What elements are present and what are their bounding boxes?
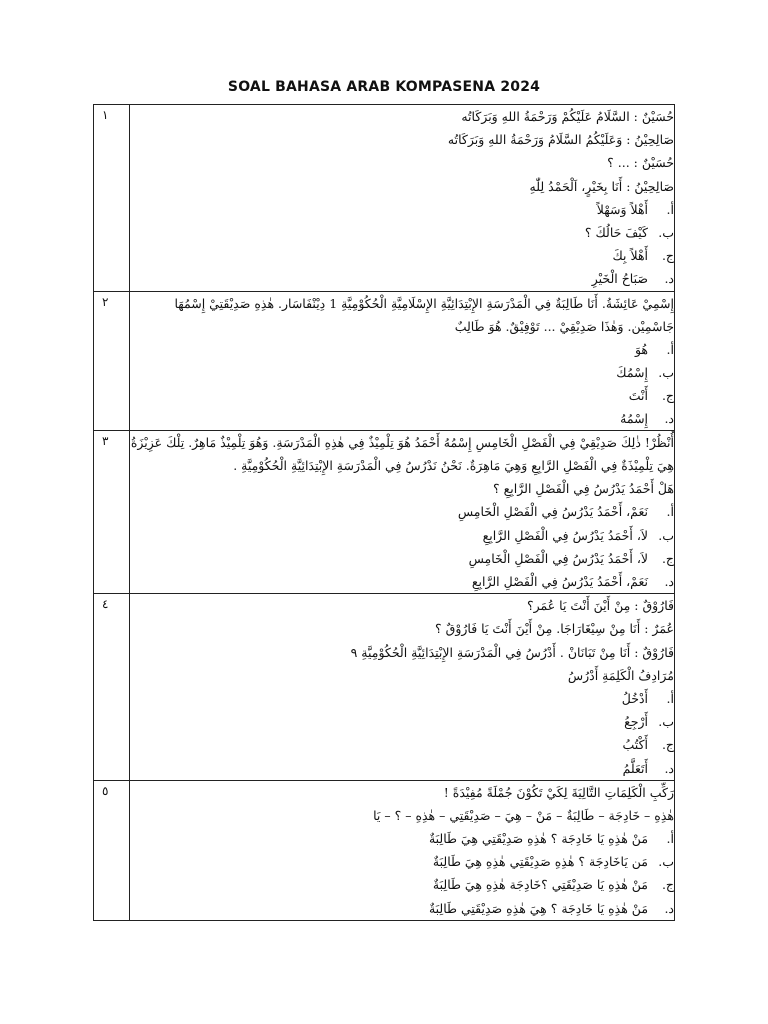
option-text: أَكْتُبُ — [622, 737, 649, 753]
option-text: مَنْ هٰذِهِ يَا صَدِيْقَتِي ؟خَادِجَة هٰذِهِ هِيَ طَالِبَةٌ — [432, 877, 649, 893]
answer-option — [130, 873, 674, 896]
question-row — [94, 594, 675, 781]
option-text: هُوَ — [634, 341, 649, 357]
option-letter: ج. — [661, 387, 674, 403]
question-text-line: رَكِّبِ الْكَلِمَاتِ التَّالِيَةَ لِكَيْ تَكُوْنَ جُمْلَةً مُفِيْدَةً ! — [443, 784, 674, 800]
question-text-line: هٰذِهِ – خَادِجَة – طَالِبَةٌ – مَنْ – هِيَ – صَدِيْقَتِي – هٰذِهِ – ؟ – يَا — [373, 807, 674, 823]
option-text: لاَ، أَحْمَدُ يَدْرُسُ فِي الْفَصْلِ الرَّابِعِ — [482, 527, 649, 543]
answer-option — [130, 687, 674, 710]
answer-option — [130, 500, 674, 523]
question-text-line: هَلْ أَحْمَدُ يَدْرُسُ فِي الْفَصْلِ الرَّابِعِ ؟ — [493, 481, 674, 497]
question-row — [94, 291, 675, 431]
question-text-line: صَالِحِيْنُ : أَنَا بِخَيْرٍ، اَلْحَمْدُ لِلّٰهِ — [529, 178, 674, 194]
question-number: ٢ — [102, 294, 109, 309]
question-number-cell — [94, 105, 130, 292]
answer-option — [130, 198, 674, 221]
document-title: SOAL BAHASA ARAB KOMPASENA 2024 — [227, 79, 541, 95]
answer-option — [130, 757, 674, 780]
answer-option — [130, 384, 674, 407]
option-text: مَن يَاخَادِجَة ؟ هٰذِهِ صَدِيْقَتِي هٰذِهِ هِيَ طَالِبَةٌ — [432, 854, 649, 870]
answer-option — [130, 244, 674, 267]
question-text-line: صَالِحِيْنُ : وَعَلَيْكُمُ السَّلَامُ وَرَحْمَةُ اللهِ وَبَرَكَاتُه — [447, 132, 674, 148]
option-letter: ج. — [661, 550, 674, 566]
option-letter: أ. — [666, 341, 674, 357]
option-text: نَعَمْ، أَحْمَدُ يَدْرُسُ فِي الْفَصْلِ الْخَامِسِ — [457, 504, 649, 520]
answer-option — [130, 267, 674, 290]
question-row — [94, 105, 675, 292]
option-text: أَهْلاً وَسَهْلاً — [596, 201, 649, 217]
option-letter: ج. — [661, 737, 674, 753]
question-number: ٥ — [102, 783, 109, 798]
option-letter: ج. — [661, 877, 674, 893]
option-text: أَهْلاً بِكَ — [612, 248, 649, 264]
question-text-line: حُسَيْنٌ : ... ؟ — [607, 155, 674, 171]
question-content — [130, 780, 675, 920]
option-text: أَتَعَلَّمُ — [622, 760, 649, 776]
question-number-cell — [94, 780, 130, 920]
question-number: ٤ — [102, 597, 109, 612]
option-letter: د. — [664, 760, 674, 776]
answer-option — [130, 407, 674, 430]
question-number: ٣ — [102, 434, 109, 449]
question-text-line: مُرَادِفُ الْكَلِمَةِ أَدْرُسُ — [567, 667, 674, 683]
option-letter: ب. — [658, 527, 674, 543]
question-number-cell — [94, 594, 130, 781]
question-number-cell — [94, 431, 130, 594]
question-text-line: فَارُوْقٌ : مِنْ أَيْنَ أَنْتَ يَا عُمَر؟ — [526, 598, 674, 614]
answer-option — [130, 221, 674, 244]
question-text-line: حُسَيْنٌ : السَّلَامُ عَلَيْكُمْ وَرَحْمَةُ اللهِ وَبَرَكَاتُه — [461, 109, 674, 124]
option-letter: أ. — [666, 831, 674, 847]
option-letter: ج. — [661, 248, 674, 264]
option-text: صَبَاحُ الْخَيْرِ — [591, 271, 649, 287]
question-content — [130, 431, 675, 594]
question-number: ١ — [102, 108, 109, 122]
option-text: نَعَمْ، أَحْمَدُ يَدْرُسُ فِي الْفَصْلِ الرَّابِعِ — [471, 574, 649, 589]
option-letter: ب. — [658, 224, 674, 240]
option-text: لاَ، أَحْمَدُ يَدْرُسُ فِي الْفَصْلِ الْخَامِسِ — [468, 550, 649, 566]
option-text: أَنْتَ — [628, 387, 649, 403]
question-row — [94, 780, 675, 920]
answer-option — [130, 710, 674, 733]
option-letter: د. — [664, 900, 674, 916]
questions-table — [93, 104, 675, 921]
answer-option — [130, 570, 674, 593]
question-text-line: فَارُوْقٌ : أَنَا مِنْ تَبَانَانْ . أَدْرُسُ فِي الْمَدْرَسَةِ الإِبْتِدَائِيَّةِ الْحُكُوْمِيَّةِ ٩ — [350, 644, 674, 660]
question-content — [130, 105, 675, 292]
answer-option — [130, 338, 674, 361]
option-text: إِسْمُهُ — [620, 411, 649, 427]
option-text: أَدْخُلُ — [621, 690, 649, 706]
questions-table-body — [94, 105, 675, 921]
question-content — [130, 291, 675, 431]
answer-option — [130, 733, 674, 756]
answer-option — [130, 897, 674, 920]
option-letter: أ. — [666, 201, 674, 217]
option-text: مَنْ هٰذِهِ يَا خَادِجَة ؟ هٰذِهِ صَدِيْقَتِي هِيَ طَالِبَةٌ — [428, 831, 649, 847]
option-text: كَيْفَ حَالُكَ ؟ — [584, 224, 649, 240]
option-letter: د. — [664, 411, 674, 427]
answer-option — [130, 850, 674, 873]
question-content — [130, 594, 675, 781]
question-number-cell — [94, 291, 130, 431]
option-text: مَنْ هٰذِهِ يَا خَادِجَة ؟ هِيَ هٰذِهِ صَدِيْقَتِي طَالِبَةٌ — [428, 900, 649, 916]
option-text: إِسْمُكَ — [616, 364, 649, 380]
question-row — [94, 431, 675, 594]
question-text-line: إِسْمِيْ عَائِشَةُ. أَنَا طَالِبَةٌ فِي الْمَدْرَسَةِ الإِبْتِدَائِيَّةِ الإِسْلَامِيَّةِ الْحُكُوْمِيَّةِ 1 دِيْنْفَاسَار. هٰذِهِ صَدِيْقَتِيْ إِسْمُهَا جَاسْمِيْن. وَهٰذَا صَدِيْقِيْ ... تَوْفِيْقٌ. هُوَ طَالِبٌ — [174, 295, 674, 334]
option-letter: أ. — [666, 504, 674, 520]
option-letter: ب. — [658, 364, 674, 380]
option-letter: د. — [664, 271, 674, 287]
question-text-line: أُنْظُرْ! ذٰلِكَ صَدِيْقِيْ فِي الْفَصْلِ الْخَامِسِ إِسْمُهُ أَحْمَدُ هُوَ تِلْمِيْذٌ فِي هٰذِهِ الْمَدْرَسَةِ. وَهُوَ تِلْمِيْذٌ مَاهِرٌ. تِلْكَ عَزِيْزَةُ هِيَ تِلْمِيْذَةٌ فِي الْفَصْلِ الرَّابِعِ وَهِيَ مَاهِرَةٌ. نَحْنُ نَدْرُسُ فِي الْمَدْرَسَةِ الإِبْتِدَائِيَّةِ الْحُكُوْمِيَّةِ . — [130, 435, 674, 474]
option-letter: ب. — [658, 854, 674, 870]
option-text: أَرْجِعُ — [624, 714, 649, 730]
question-text-line: عُمَرٌ : أَنَا مِنْ سِيْغَارَاجَا. مِنْ أَيْنَ أَنْتَ يَا فَارُوْقٌ ؟ — [435, 621, 674, 637]
answer-option — [130, 361, 674, 384]
answer-option — [130, 547, 674, 570]
answer-option — [130, 524, 674, 547]
option-letter: ب. — [658, 714, 674, 730]
option-letter: أ. — [666, 690, 674, 706]
answer-option — [130, 827, 674, 850]
option-letter: د. — [664, 574, 674, 589]
